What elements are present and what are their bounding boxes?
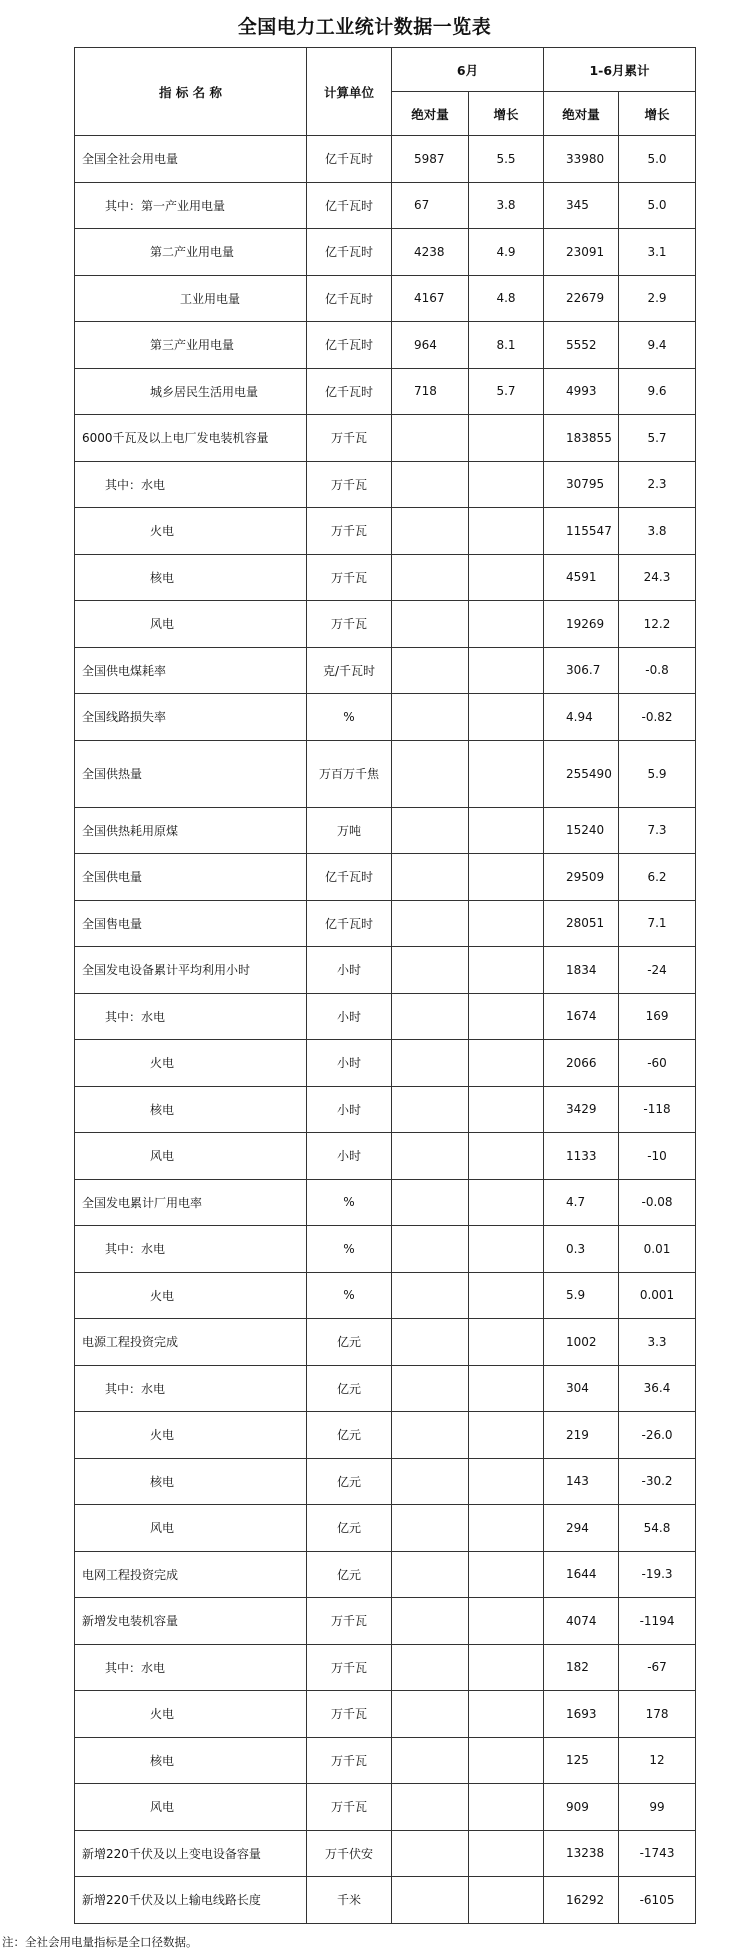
cumulative-absolute-cell: 5.9 [544,1272,619,1319]
table-row [75,1226,696,1273]
month-absolute-cell [392,1598,469,1645]
month-growth-cell [469,1598,544,1645]
cumulative-absolute-cell: 4.7 [544,1179,619,1226]
month-growth-cell [469,1086,544,1133]
month-growth-cell: 3.8 [469,182,544,229]
month-absolute-cell [392,947,469,994]
indicator-name: 工业用电量 [75,275,307,322]
indicator-name: 电源工程投资完成 [75,1319,307,1366]
unit-cell: 万千瓦 [307,508,392,555]
month-absolute-cell [392,993,469,1040]
cumulative-growth-cell: 5.0 [619,182,696,229]
month-absolute-cell [392,1365,469,1412]
table-row [75,554,696,601]
month-absolute-cell: 4167 [392,275,469,322]
cumulative-growth-cell: -6105 [619,1877,696,1924]
unit-cell: 万千瓦 [307,1784,392,1831]
indicator-name: 其中：水电 [75,1365,307,1412]
month-absolute-cell [392,854,469,901]
month-absolute-cell [392,807,469,854]
month-absolute-cell [392,1319,469,1366]
month-absolute-cell [392,1226,469,1273]
indicator-name: 全国线路损失率 [75,694,307,741]
cumulative-growth-cell: -10 [619,1133,696,1180]
indicator-name: 火电 [75,1040,307,1087]
month-absolute-cell: 5987 [392,136,469,183]
header-cumulative-absolute: 绝对量 [544,92,619,136]
indicator-name: 新增220千伏及以上变电设备容量 [75,1830,307,1877]
cumulative-absolute-cell: 4591 [544,554,619,601]
table-row [75,740,696,807]
cumulative-growth-cell: 99 [619,1784,696,1831]
cumulative-growth-cell: 2.3 [619,461,696,508]
table-row [75,900,696,947]
table-row [75,508,696,555]
unit-cell: 万千瓦 [307,1737,392,1784]
cumulative-absolute-cell: 143 [544,1458,619,1505]
month-growth-cell [469,1272,544,1319]
unit-cell: 亿千瓦时 [307,322,392,369]
indicator-name: 火电 [75,1412,307,1459]
cumulative-absolute-cell: 4.94 [544,694,619,741]
month-growth-cell [469,1412,544,1459]
footnote: 注：全社会用电量指标是全口径数据。 [2,1935,198,1949]
indicator-name: 全国全社会用电量 [75,136,307,183]
table-row [75,1365,696,1412]
month-absolute-cell [392,415,469,462]
month-growth-cell [469,1644,544,1691]
cumulative-absolute-cell: 3429 [544,1086,619,1133]
indicator-name: 风电 [75,1784,307,1831]
header-unit: 计算单位 [307,48,392,136]
cumulative-growth-cell: 3.1 [619,229,696,276]
unit-cell: 亿千瓦时 [307,136,392,183]
cumulative-growth-cell: 7.3 [619,807,696,854]
unit-cell: 万千瓦 [307,601,392,648]
month-growth-cell [469,900,544,947]
month-growth-cell [469,1830,544,1877]
indicator-name: 第二产业用电量 [75,229,307,276]
cumulative-growth-cell: 12.2 [619,601,696,648]
table-row [75,647,696,694]
indicator-name: 核电 [75,1086,307,1133]
unit-cell: 万千瓦 [307,1691,392,1738]
unit-cell: 万千伏安 [307,1830,392,1877]
header-indicator: 指 标 名 称 [75,48,307,136]
unit-cell: 亿元 [307,1319,392,1366]
unit-cell: 亿元 [307,1365,392,1412]
cumulative-growth-cell: 6.2 [619,854,696,901]
indicator-name: 城乡居民生活用电量 [75,368,307,415]
cumulative-absolute-cell: 345 [544,182,619,229]
table-row [75,1272,696,1319]
unit-cell: 万千瓦 [307,461,392,508]
cumulative-growth-cell: -1194 [619,1598,696,1645]
header-cumulative-growth: 增长 [619,92,696,136]
cumulative-absolute-cell: 304 [544,1365,619,1412]
table-row [75,1877,696,1924]
cumulative-growth-cell: 178 [619,1691,696,1738]
month-absolute-cell [392,601,469,648]
cumulative-growth-cell: -19.3 [619,1551,696,1598]
cumulative-absolute-cell: 219 [544,1412,619,1459]
month-absolute-cell [392,740,469,807]
cumulative-growth-cell: 36.4 [619,1365,696,1412]
cumulative-absolute-cell: 0.3 [544,1226,619,1273]
table-row [75,1086,696,1133]
indicator-name: 核电 [75,1458,307,1505]
table-body [75,136,696,1924]
cumulative-absolute-cell: 1133 [544,1133,619,1180]
table-row [75,1133,696,1180]
month-absolute-cell: 964 [392,322,469,369]
unit-cell: 万千瓦 [307,554,392,601]
statistics-table [74,47,696,1924]
cumulative-growth-cell: 3.3 [619,1319,696,1366]
table-row [75,1784,696,1831]
cumulative-absolute-cell: 22679 [544,275,619,322]
indicator-name: 其中：水电 [75,461,307,508]
table-row [75,1458,696,1505]
cumulative-growth-cell: 54.8 [619,1505,696,1552]
month-growth-cell [469,740,544,807]
indicator-name: 其中：水电 [75,993,307,1040]
cumulative-absolute-cell: 23091 [544,229,619,276]
table-row [75,1179,696,1226]
month-growth-cell [469,601,544,648]
cumulative-absolute-cell: 255490 [544,740,619,807]
table-header [75,48,696,136]
cumulative-growth-cell: 2.9 [619,275,696,322]
cumulative-absolute-cell: 4074 [544,1598,619,1645]
month-growth-cell [469,993,544,1040]
cumulative-absolute-cell: 1834 [544,947,619,994]
table-row [75,1598,696,1645]
cumulative-absolute-cell: 1644 [544,1551,619,1598]
cumulative-absolute-cell: 13238 [544,1830,619,1877]
cumulative-growth-cell: 7.1 [619,900,696,947]
indicator-name: 核电 [75,554,307,601]
month-growth-cell [469,647,544,694]
month-absolute-cell [392,1784,469,1831]
header-month-absolute: 绝对量 [392,92,469,136]
unit-cell: 小时 [307,1086,392,1133]
unit-cell: 万千瓦 [307,415,392,462]
month-growth-cell: 5.5 [469,136,544,183]
unit-cell: 万吨 [307,807,392,854]
indicator-name: 全国供电量 [75,854,307,901]
month-growth-cell [469,1179,544,1226]
unit-cell: 亿千瓦时 [307,275,392,322]
cumulative-absolute-cell: 33980 [544,136,619,183]
cumulative-absolute-cell: 30795 [544,461,619,508]
month-absolute-cell: 67 [392,182,469,229]
cumulative-absolute-cell: 16292 [544,1877,619,1924]
unit-cell: 亿元 [307,1412,392,1459]
month-growth-cell: 8.1 [469,322,544,369]
month-absolute-cell [392,1505,469,1552]
unit-cell: % [307,1272,392,1319]
indicator-name: 全国供电煤耗率 [75,647,307,694]
table-row [75,1551,696,1598]
table-row [75,1319,696,1366]
month-absolute-cell [392,1412,469,1459]
month-absolute-cell: 718 [392,368,469,415]
cumulative-growth-cell: -67 [619,1644,696,1691]
indicator-name: 其中：水电 [75,1644,307,1691]
cumulative-growth-cell: 24.3 [619,554,696,601]
cumulative-absolute-cell: 1002 [544,1319,619,1366]
unit-cell: 亿元 [307,1505,392,1552]
cumulative-growth-cell: -1743 [619,1830,696,1877]
month-growth-cell: 4.9 [469,229,544,276]
cumulative-absolute-cell: 294 [544,1505,619,1552]
indicator-name: 全国供热量 [75,740,307,807]
indicator-name: 火电 [75,1691,307,1738]
month-absolute-cell [392,647,469,694]
cumulative-growth-cell: 5.7 [619,415,696,462]
cumulative-absolute-cell: 115547 [544,508,619,555]
cumulative-absolute-cell: 125 [544,1737,619,1784]
table-row [75,1691,696,1738]
unit-cell: 亿千瓦时 [307,182,392,229]
cumulative-absolute-cell: 4993 [544,368,619,415]
cumulative-absolute-cell: 2066 [544,1040,619,1087]
indicator-name: 火电 [75,508,307,555]
unit-cell: 亿千瓦时 [307,229,392,276]
unit-cell: 小时 [307,993,392,1040]
header-month: 6月 [392,48,544,92]
table-row [75,947,696,994]
month-absolute-cell [392,1272,469,1319]
month-absolute-cell [392,461,469,508]
month-growth-cell [469,854,544,901]
month-absolute-cell [392,1179,469,1226]
unit-cell: 小时 [307,1133,392,1180]
month-absolute-cell [392,694,469,741]
unit-cell: 克/千瓦时 [307,647,392,694]
table-row [75,415,696,462]
cumulative-growth-cell: 169 [619,993,696,1040]
month-growth-cell [469,508,544,555]
indicator-name: 全国供热耗用原煤 [75,807,307,854]
header-cumulative: 1-6月累计 [544,48,696,92]
month-growth-cell [469,1505,544,1552]
month-growth-cell [469,1691,544,1738]
table-row [75,275,696,322]
unit-cell: % [307,1179,392,1226]
month-growth-cell [469,461,544,508]
indicator-name: 其中：第一产业用电量 [75,182,307,229]
month-growth-cell [469,1458,544,1505]
indicator-name: 全国发电累计厂用电率 [75,1179,307,1226]
indicator-name: 第三产业用电量 [75,322,307,369]
indicator-name: 新增220千伏及以上输电线路长度 [75,1877,307,1924]
month-absolute-cell [392,1691,469,1738]
table-row [75,182,696,229]
cumulative-growth-cell: -0.8 [619,647,696,694]
month-absolute-cell [392,1133,469,1180]
month-growth-cell [469,947,544,994]
cumulative-growth-cell: 12 [619,1737,696,1784]
month-absolute-cell [392,1830,469,1877]
table-row [75,1505,696,1552]
unit-cell: 小时 [307,1040,392,1087]
cumulative-absolute-cell: 15240 [544,807,619,854]
unit-cell: % [307,694,392,741]
cumulative-absolute-cell: 29509 [544,854,619,901]
month-absolute-cell [392,1040,469,1087]
indicator-name: 电网工程投资完成 [75,1551,307,1598]
cumulative-absolute-cell: 909 [544,1784,619,1831]
month-absolute-cell [392,1458,469,1505]
month-growth-cell [469,1365,544,1412]
month-growth-cell [469,694,544,741]
cumulative-absolute-cell: 183855 [544,415,619,462]
indicator-name: 6000千瓦及以上电厂发电装机容量 [75,415,307,462]
cumulative-growth-cell: 9.4 [619,322,696,369]
month-growth-cell: 4.8 [469,275,544,322]
month-growth-cell [469,1877,544,1924]
month-absolute-cell: 4238 [392,229,469,276]
month-growth-cell [469,1133,544,1180]
table-row [75,322,696,369]
table-row [75,1412,696,1459]
month-growth-cell [469,1737,544,1784]
unit-cell: 小时 [307,947,392,994]
table-row [75,461,696,508]
month-growth-cell [469,807,544,854]
month-growth-cell [469,1319,544,1366]
table-row [75,993,696,1040]
indicator-name: 全国发电设备累计平均利用小时 [75,947,307,994]
cumulative-growth-cell: -118 [619,1086,696,1133]
month-growth-cell [469,1226,544,1273]
table-row [75,1040,696,1087]
cumulative-absolute-cell: 182 [544,1644,619,1691]
cumulative-absolute-cell: 1693 [544,1691,619,1738]
table-row [75,229,696,276]
unit-cell: % [307,1226,392,1273]
cumulative-absolute-cell: 5552 [544,322,619,369]
table-row [75,1644,696,1691]
header-month-growth: 增长 [469,92,544,136]
table-row [75,368,696,415]
month-absolute-cell [392,900,469,947]
unit-cell: 亿元 [307,1551,392,1598]
indicator-name: 风电 [75,1505,307,1552]
cumulative-growth-cell: -0.82 [619,694,696,741]
month-absolute-cell [392,1737,469,1784]
month-absolute-cell [392,1086,469,1133]
indicator-name: 全国售电量 [75,900,307,947]
cumulative-absolute-cell: 19269 [544,601,619,648]
month-growth-cell [469,415,544,462]
month-growth-cell [469,554,544,601]
cumulative-growth-cell: -60 [619,1040,696,1087]
unit-cell: 亿千瓦时 [307,368,392,415]
table-row [75,694,696,741]
month-growth-cell [469,1784,544,1831]
cumulative-growth-cell: 0.01 [619,1226,696,1273]
cumulative-absolute-cell: 306.7 [544,647,619,694]
cumulative-growth-cell: 5.0 [619,136,696,183]
cumulative-growth-cell: -30.2 [619,1458,696,1505]
cumulative-growth-cell: -26.0 [619,1412,696,1459]
table-row [75,1830,696,1877]
unit-cell: 万百万千焦 [307,740,392,807]
unit-cell: 万千瓦 [307,1598,392,1645]
indicator-name: 其中：水电 [75,1226,307,1273]
month-absolute-cell [392,1644,469,1691]
cumulative-growth-cell: -0.08 [619,1179,696,1226]
month-growth-cell [469,1551,544,1598]
cumulative-growth-cell: 9.6 [619,368,696,415]
unit-cell: 亿元 [307,1458,392,1505]
indicator-name: 核电 [75,1737,307,1784]
cumulative-absolute-cell: 1674 [544,993,619,1040]
month-growth-cell [469,1040,544,1087]
month-growth-cell: 5.7 [469,368,544,415]
cumulative-absolute-cell: 28051 [544,900,619,947]
cumulative-growth-cell: 5.9 [619,740,696,807]
indicator-name: 新增发电装机容量 [75,1598,307,1645]
unit-cell: 万千瓦 [307,1644,392,1691]
page-title: 全国电力工业统计数据一览表 [237,16,492,38]
month-absolute-cell [392,1877,469,1924]
cumulative-growth-cell: -24 [619,947,696,994]
table-row [75,1737,696,1784]
month-absolute-cell [392,508,469,555]
unit-cell: 亿千瓦时 [307,854,392,901]
table-row [75,807,696,854]
unit-cell: 千米 [307,1877,392,1924]
cumulative-growth-cell: 0.001 [619,1272,696,1319]
table-row [75,136,696,183]
cumulative-growth-cell: 3.8 [619,508,696,555]
table-row [75,854,696,901]
table-row [75,601,696,648]
month-absolute-cell [392,1551,469,1598]
unit-cell: 亿千瓦时 [307,900,392,947]
indicator-name: 风电 [75,601,307,648]
month-absolute-cell [392,554,469,601]
indicator-name: 风电 [75,1133,307,1180]
indicator-name: 火电 [75,1272,307,1319]
